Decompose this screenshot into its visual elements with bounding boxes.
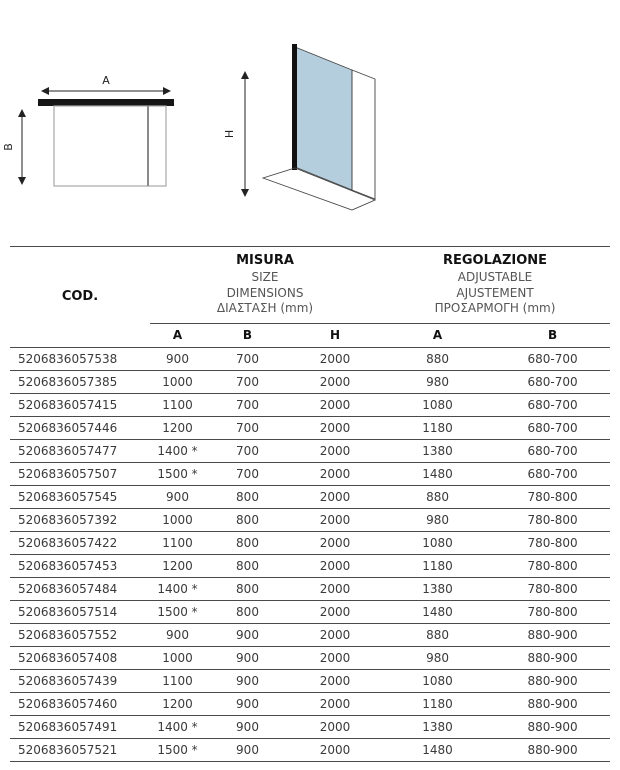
dimension-value-cell: 2000 [290,669,380,692]
product-code-cell: 5206836057460 [10,692,150,715]
dimension-value-cell: 1480 [380,738,495,761]
dimension-value-cell: 1080 [380,669,495,692]
table-row [10,393,610,416]
dimension-value-cell: 900 [205,623,290,646]
dimension-value-cell: 2000 [290,347,380,370]
dimension-value-cell: 680-700 [495,347,610,370]
dimension-value-cell: 680-700 [495,462,610,485]
dimension-value-cell: 2000 [290,531,380,554]
dimension-value-cell: 2000 [290,738,380,761]
dimension-value-cell: 980 [380,646,495,669]
dimension-value-cell: 800 [205,600,290,623]
dimension-value-cell: 880 [380,485,495,508]
product-code-cell: 5206836057439 [10,669,150,692]
dimension-value-cell: 880-900 [495,669,610,692]
product-code-cell: 5206836057507 [10,462,150,485]
misura-group-header [150,247,380,324]
dimension-value-cell: 780-800 [495,531,610,554]
misura-title: MISURA [236,253,294,268]
dimension-value-cell: 1080 [380,531,495,554]
dimension-value-cell: 780-800 [495,600,610,623]
dimension-value-cell: 2000 [290,416,380,439]
dimension-value-cell: 900 [205,692,290,715]
regolazione-sub-adjustable: ADJUSTABLE [457,270,533,284]
product-code-cell: 5206836057552 [10,623,150,646]
dimension-value-cell: 1200 [150,692,205,715]
dimension-value-cell: 1400 * [150,577,205,600]
dimension-value-cell: 2000 [290,715,380,738]
product-code-cell: 5206836057453 [10,554,150,577]
table-row [10,485,610,508]
product-code-cell: 5206836057538 [10,347,150,370]
dimension-value-cell: 1500 * [150,600,205,623]
dimension-value-cell: 980 [380,508,495,531]
product-code-cell: 5206836057484 [10,577,150,600]
dimension-value-cell: 1180 [380,554,495,577]
dimension-value-cell: 1100 [150,531,205,554]
dimension-value-cell: 900 [205,646,290,669]
wall-fixing-profile [292,44,297,170]
dimension-value-cell: 1100 [150,669,205,692]
width-dimension-label: A [102,74,110,87]
dimension-value-cell: 800 [205,508,290,531]
dimension-value-cell: 900 [205,669,290,692]
technical-diagrams [0,0,620,246]
dimension-value-cell: 2000 [290,692,380,715]
product-code-cell: 5206836057545 [10,485,150,508]
table-row [10,692,610,715]
dimension-value-cell: 2000 [290,600,380,623]
dimension-value-cell: 680-700 [495,370,610,393]
product-code-cell: 5206836057514 [10,600,150,623]
dimension-value-cell: 1000 [150,370,205,393]
dimension-value-cell: 2000 [290,646,380,669]
dimension-value-cell: 1400 * [150,715,205,738]
table-row [10,370,610,393]
misura-sub-dimensions: DIMENSIONS [226,285,304,300]
dimension-value-cell: 1380 [380,577,495,600]
depth-dimension-label: B [2,143,15,151]
dimension-value-cell: 2000 [290,462,380,485]
table-row [10,462,610,485]
product-code-cell: 5206836057491 [10,715,150,738]
dimension-value-cell: 1000 [150,508,205,531]
table-row [10,623,610,646]
dimension-value-cell: 1200 [150,554,205,577]
table-row [10,715,610,738]
dimension-value-cell: 900 [150,623,205,646]
dimension-value-cell: 700 [205,439,290,462]
dimension-value-cell: 1480 [380,600,495,623]
dimension-value-cell: 800 [205,577,290,600]
dimension-value-cell: 780-800 [495,485,610,508]
product-code-cell: 5206836057521 [10,738,150,761]
dimension-value-cell: 800 [205,554,290,577]
dimension-value-cell: 1100 [150,393,205,416]
product-code-cell: 5206836057392 [10,508,150,531]
dimension-value-cell: 780-800 [495,554,610,577]
dimension-value-cell: 2000 [290,554,380,577]
table-row [10,738,610,761]
dimension-value-cell: 680-700 [495,416,610,439]
col-h-size: H [290,323,380,347]
specification-table [10,246,610,762]
dimension-value-cell: 900 [150,485,205,508]
glass-panel [295,47,352,190]
table-row [10,646,610,669]
dimension-value-cell: 2000 [290,508,380,531]
dimension-value-cell: 880 [380,347,495,370]
misura-sub-size: SIZE [251,270,279,284]
dimension-value-cell: 2000 [290,577,380,600]
dimension-value-cell: 700 [205,416,290,439]
product-code-cell: 5206836057385 [10,370,150,393]
table-row [10,439,610,462]
table-row [10,554,610,577]
dimension-value-cell: 880-900 [495,692,610,715]
dimension-value-cell: 700 [205,370,290,393]
dimension-value-cell: 680-700 [495,439,610,462]
product-code-cell: 5206836057446 [10,416,150,439]
dimension-value-cell: 880-900 [495,646,610,669]
table-row [10,669,610,692]
dimension-value-cell: 880 [380,623,495,646]
regolazione-title: REGOLAZIONE [443,253,548,268]
dimension-value-cell: 700 [205,462,290,485]
col-a-adjust: A [380,323,495,347]
panel-side-outline [352,70,375,199]
dimension-value-cell: 2000 [290,623,380,646]
dimension-value-cell: 900 [205,738,290,761]
shower-tray-outline [54,106,166,186]
dimension-value-cell: 980 [380,370,495,393]
col-b-adjust: B [495,323,610,347]
height-dimension-label: H [223,129,236,139]
dimension-value-cell: 1200 [150,416,205,439]
dimension-value-cell: 2000 [290,439,380,462]
table-row [10,531,610,554]
product-code-cell: 5206836057422 [10,531,150,554]
top-view-diagram [2,74,174,186]
regolazione-sub-ajustement: AJUSTEMENT [456,285,534,300]
table-row [10,600,610,623]
dimension-value-cell: 800 [205,531,290,554]
dimension-value-cell: 700 [205,393,290,416]
dimension-value-cell: 800 [205,485,290,508]
perspective-diagram [223,44,375,210]
dimension-value-cell: 1180 [380,692,495,715]
table-row [10,508,610,531]
wall-profile-bar [38,99,174,106]
diagram-canvas [0,0,620,246]
dimension-value-cell: 880-900 [495,715,610,738]
product-code-cell: 5206836057408 [10,646,150,669]
dimension-value-cell: 1180 [380,416,495,439]
dimension-value-cell: 2000 [290,370,380,393]
dimension-value-cell: 780-800 [495,508,610,531]
dimension-value-cell: 880-900 [495,738,610,761]
dimension-value-cell: 1380 [380,439,495,462]
dimension-value-cell: 900 [205,715,290,738]
dimension-value-cell: 1500 * [150,462,205,485]
table-header-row [10,247,610,324]
dimension-value-cell: 1500 * [150,738,205,761]
dimension-value-cell: 1080 [380,393,495,416]
dimension-value-cell: 1480 [380,462,495,485]
misura-sub-greek: ΔΙΑΣΤΑΣΗ (mm) [216,301,314,316]
col-b-size: B [205,323,290,347]
dimension-value-cell: 700 [205,347,290,370]
dimension-value-cell: 1000 [150,646,205,669]
cod-column-header: COD. [10,247,150,348]
regolazione-group-header [380,247,610,324]
product-code-cell: 5206836057477 [10,439,150,462]
dimension-value-cell: 780-800 [495,577,610,600]
regolazione-sub-greek: ΠΡΟΣΑΡΜΟΓΗ (mm) [434,301,556,316]
table-body [10,347,610,761]
dimension-value-cell: 2000 [290,485,380,508]
product-code-cell: 5206836057415 [10,393,150,416]
dimension-value-cell: 880-900 [495,623,610,646]
table-row [10,347,610,370]
col-a-size: A [150,323,205,347]
dimension-value-cell: 2000 [290,393,380,416]
dimension-value-cell: 1400 * [150,439,205,462]
table-row [10,416,610,439]
dimension-value-cell: 1380 [380,715,495,738]
table-row [10,577,610,600]
dimension-value-cell: 680-700 [495,393,610,416]
dimension-value-cell: 900 [150,347,205,370]
